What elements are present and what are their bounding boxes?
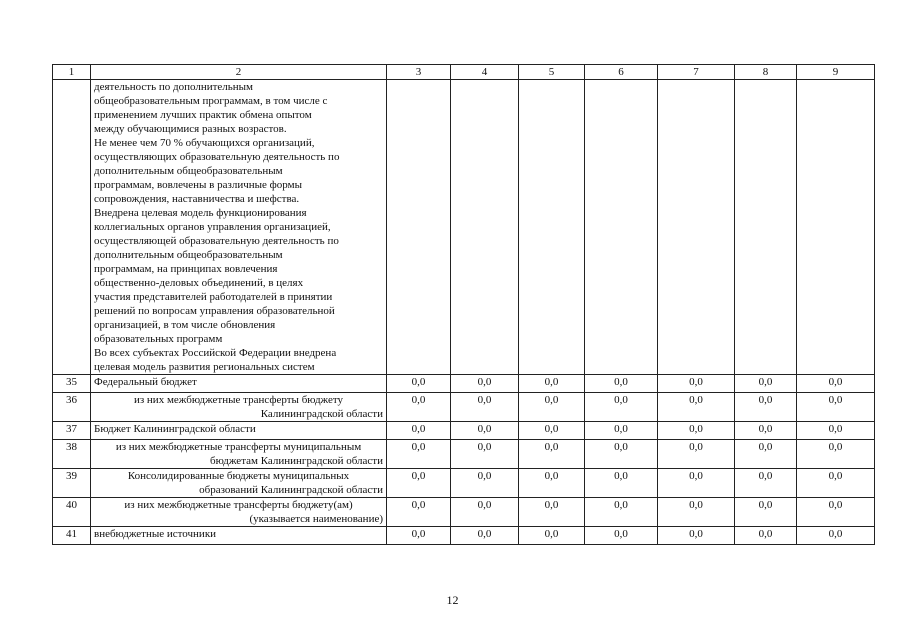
value-cell: 0,0 bbox=[797, 393, 875, 422]
value-cell: 0,0 bbox=[797, 469, 875, 498]
value-cell: 0,0 bbox=[387, 375, 451, 393]
row-label bbox=[91, 498, 387, 527]
value-cell: 0,0 bbox=[519, 527, 585, 545]
header-cell: 5 bbox=[519, 65, 585, 80]
value-cell: 0,0 bbox=[519, 375, 585, 393]
row-label-line: образований Калининградской области bbox=[199, 484, 383, 496]
value-cell: 0,0 bbox=[451, 498, 519, 527]
description-line: программам, на принципах вовлечения bbox=[94, 263, 278, 275]
budget-rows bbox=[53, 375, 875, 545]
header-cell: 7 bbox=[658, 65, 735, 80]
value-cell: 0,0 bbox=[797, 498, 875, 527]
table-row bbox=[53, 393, 875, 422]
value-cell: 0,0 bbox=[585, 527, 658, 545]
value-cell: 0,0 bbox=[658, 393, 735, 422]
value-cell: 0,0 bbox=[658, 498, 735, 527]
value-cell: 0,0 bbox=[585, 375, 658, 393]
header-cell: 2 bbox=[91, 65, 387, 80]
header-cell: 9 bbox=[797, 65, 875, 80]
row-number: 39 bbox=[53, 469, 91, 498]
row-label-line: Калининградской области bbox=[260, 408, 383, 420]
value-cell: 0,0 bbox=[797, 422, 875, 440]
table-row bbox=[53, 375, 875, 393]
value-cell: 0,0 bbox=[387, 393, 451, 422]
value-cell: 0,0 bbox=[735, 527, 797, 545]
description-line: целевая модель развития региональных систем bbox=[94, 361, 315, 373]
value-cell: 0,0 bbox=[519, 393, 585, 422]
value-cell: 0,0 bbox=[585, 393, 658, 422]
value-cell: 0,0 bbox=[735, 422, 797, 440]
header-cell: 3 bbox=[387, 65, 451, 80]
empty-cell bbox=[519, 80, 585, 375]
value-cell: 0,0 bbox=[735, 393, 797, 422]
value-cell: 0,0 bbox=[519, 469, 585, 498]
row-label bbox=[91, 469, 387, 498]
value-cell: 0,0 bbox=[451, 527, 519, 545]
value-cell: 0,0 bbox=[387, 498, 451, 527]
description-num-cell bbox=[53, 80, 91, 375]
row-label bbox=[91, 393, 387, 422]
row-label-line: (указывается наименование) bbox=[249, 513, 383, 525]
value-cell: 0,0 bbox=[658, 422, 735, 440]
description-line: деятельность по дополнительным bbox=[94, 81, 254, 93]
budget-table bbox=[52, 64, 875, 545]
page-number: 12 bbox=[446, 593, 459, 607]
table-row bbox=[53, 469, 875, 498]
value-cell: 0,0 bbox=[658, 440, 735, 469]
value-cell: 0,0 bbox=[585, 440, 658, 469]
row-label-line: из них межбюджетные трансферты бюджету(ам) bbox=[124, 499, 353, 511]
empty-cell bbox=[735, 80, 797, 375]
value-cell: 0,0 bbox=[387, 527, 451, 545]
table-row bbox=[53, 422, 875, 440]
row-label: Бюджет Калининградской области bbox=[91, 422, 387, 440]
value-cell: 0,0 bbox=[658, 469, 735, 498]
value-cell: 0,0 bbox=[451, 422, 519, 440]
value-cell: 0,0 bbox=[387, 469, 451, 498]
value-cell: 0,0 bbox=[735, 498, 797, 527]
description-line: коллегиальных органов управления организацией, bbox=[94, 221, 331, 233]
value-cell: 0,0 bbox=[519, 498, 585, 527]
description-line: Во всех субъектах Российской Федерации внедрена bbox=[94, 347, 337, 359]
empty-cell bbox=[585, 80, 658, 375]
header-row bbox=[53, 65, 875, 80]
description-line: программам, вовлечены в различные формы bbox=[94, 179, 302, 191]
value-cell: 0,0 bbox=[387, 422, 451, 440]
value-cell: 0,0 bbox=[585, 498, 658, 527]
row-label-line: из них межбюджетные трансферты бюджету bbox=[133, 394, 344, 406]
value-cell: 0,0 bbox=[519, 440, 585, 469]
row-number: 40 bbox=[53, 498, 91, 527]
description-line: между обучающимися разных возрастов. bbox=[94, 123, 287, 135]
value-cell: 0,0 bbox=[451, 469, 519, 498]
value-cell: 0,0 bbox=[519, 422, 585, 440]
empty-cell bbox=[658, 80, 735, 375]
description-line: организацией, в том числе обновления bbox=[94, 319, 276, 331]
value-cell: 0,0 bbox=[451, 393, 519, 422]
table-row bbox=[53, 440, 875, 469]
value-cell: 0,0 bbox=[797, 527, 875, 545]
header-cell: 6 bbox=[585, 65, 658, 80]
row-label: внебюджетные источники bbox=[91, 527, 387, 545]
empty-cell bbox=[797, 80, 875, 375]
header-cell: 4 bbox=[451, 65, 519, 80]
value-cell: 0,0 bbox=[585, 422, 658, 440]
value-cell: 0,0 bbox=[735, 469, 797, 498]
description-line: образовательных программ bbox=[94, 333, 223, 345]
value-cell: 0,0 bbox=[658, 527, 735, 545]
value-cell: 0,0 bbox=[735, 440, 797, 469]
value-cell: 0,0 bbox=[451, 375, 519, 393]
row-label bbox=[91, 440, 387, 469]
value-cell: 0,0 bbox=[797, 375, 875, 393]
description-row bbox=[53, 80, 875, 375]
description-line: общественно-деловых объединений, в целях bbox=[94, 277, 304, 289]
value-cell: 0,0 bbox=[451, 440, 519, 469]
table-row bbox=[53, 527, 875, 545]
description-line: сопровождения, наставничества и шефства. bbox=[94, 193, 300, 205]
table-row bbox=[53, 498, 875, 527]
description-line: участия представителей работодателей в принятии bbox=[94, 291, 333, 303]
value-cell: 0,0 bbox=[735, 375, 797, 393]
row-number: 35 bbox=[53, 375, 91, 393]
row-number: 36 bbox=[53, 393, 91, 422]
value-cell: 0,0 bbox=[387, 440, 451, 469]
empty-cell bbox=[387, 80, 451, 375]
description-line: осуществляющей образовательную деятельность по bbox=[94, 235, 339, 247]
header-cell: 1 bbox=[53, 65, 91, 80]
description-text bbox=[91, 80, 387, 375]
header-cell: 8 bbox=[735, 65, 797, 80]
row-number: 37 bbox=[53, 422, 91, 440]
description-line: применением лучших практик обмена опытом bbox=[94, 109, 312, 121]
row-label-line: из них межбюджетные трансферты муниципальным bbox=[115, 441, 362, 453]
description-line: осуществляющих образовательную деятельность по bbox=[94, 151, 340, 163]
row-label-line: бюджетам Калининградской области bbox=[210, 455, 383, 467]
description-line: Не менее чем 70 % обучающихся организаций, bbox=[94, 137, 315, 149]
description-line: общеобразовательным программам, в том числе с bbox=[94, 95, 328, 107]
description-line: дополнительным общеобразовательным bbox=[94, 165, 283, 177]
row-number: 41 bbox=[53, 527, 91, 545]
value-cell: 0,0 bbox=[797, 440, 875, 469]
value-cell: 0,0 bbox=[585, 469, 658, 498]
row-label-line: Консолидированные бюджеты муниципальных bbox=[127, 470, 350, 482]
row-label: Федеральный бюджет bbox=[91, 375, 387, 393]
description-line: решений по вопросам управления образовательной bbox=[94, 305, 335, 317]
description-line: Внедрена целевая модель функционирования bbox=[94, 207, 307, 219]
row-number: 38 bbox=[53, 440, 91, 469]
description-line: дополнительным общеобразовательным bbox=[94, 249, 283, 261]
empty-cell bbox=[451, 80, 519, 375]
value-cell: 0,0 bbox=[658, 375, 735, 393]
